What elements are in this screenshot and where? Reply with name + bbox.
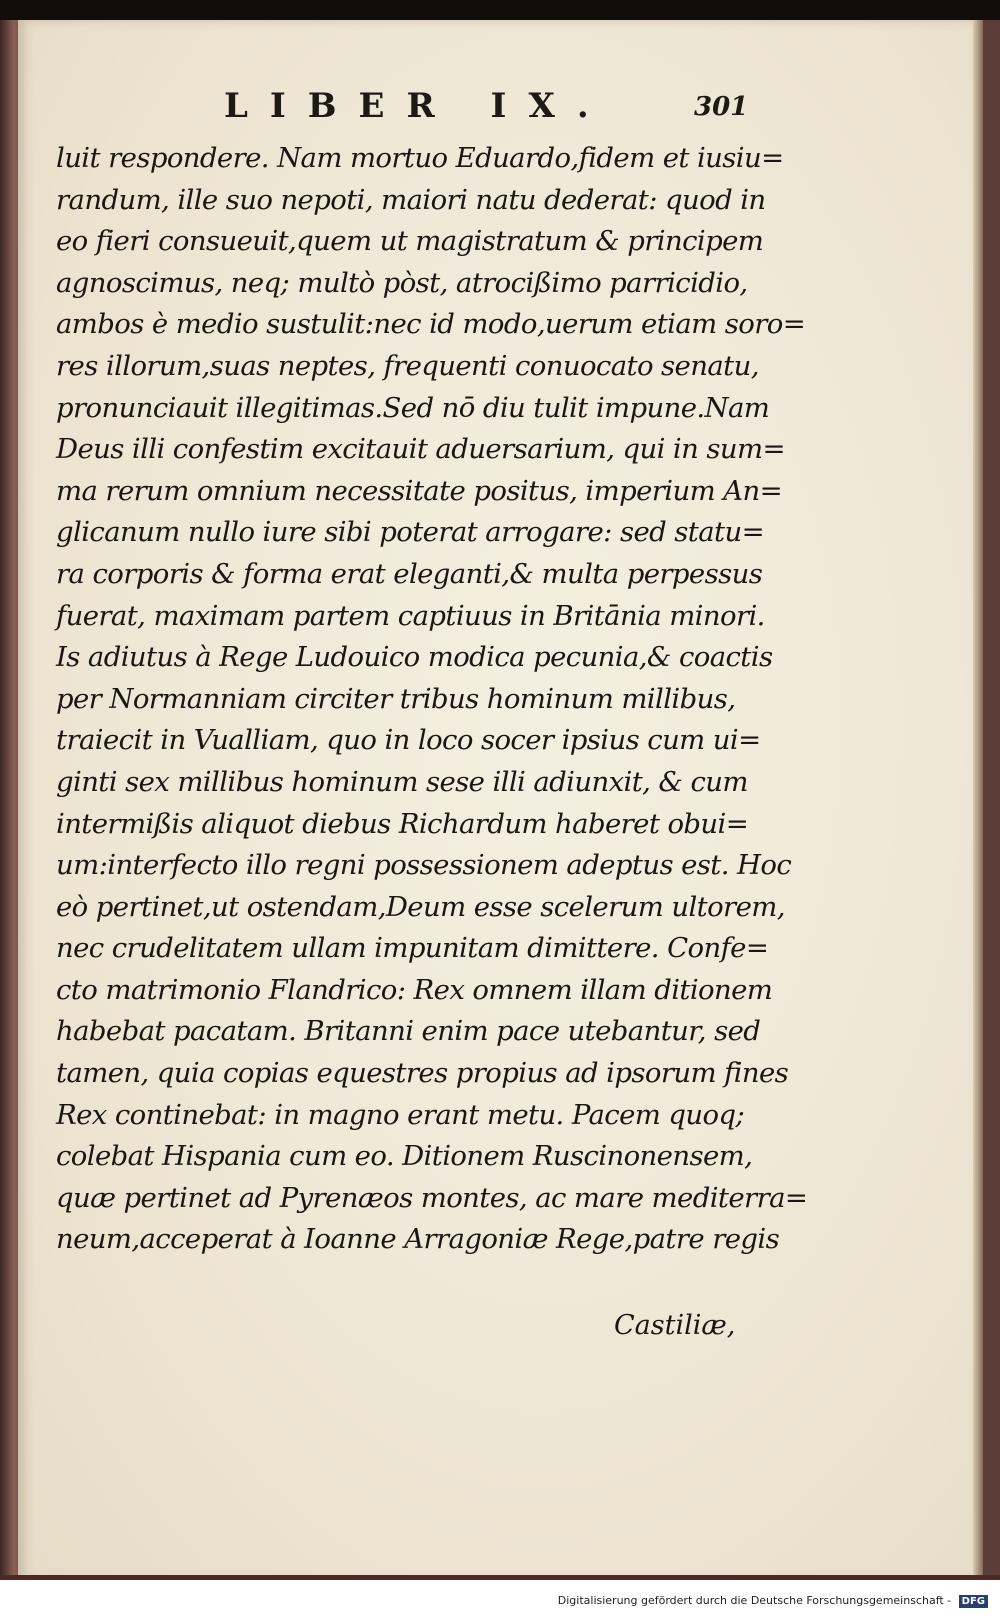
- dfg-logo: DFG: [959, 1595, 988, 1608]
- text-line: per Normanniam circiter tribus hominum millibus,: [56, 682, 736, 715]
- text-line: ambos è medio sustulit:nec id modo,uerum etiam soro=: [56, 308, 806, 341]
- scan-top-border: [0, 0, 1000, 20]
- text-line: eò pertinet,ut ostendam,Deum esse scelerum ultorem,: [56, 890, 785, 923]
- text-line: res illorum,suas neptes, frequenti conuocato senatu,: [56, 349, 759, 382]
- text-line: glicanum nullo iure sibi poterat arrogare: sed statu=: [56, 516, 765, 549]
- text-line: traiecit in Vualliam, quo in loco socer ipsius cum ui=: [56, 724, 761, 757]
- text-line: ra corporis & forma erat eleganti,& multa perpessus: [56, 557, 763, 590]
- text-line: agnoscimus, neq; multò pòst, atrocißimo parricidio,: [56, 266, 748, 299]
- text-line: randum, ille suo nepoti, maiori natu dederat: quod in: [56, 183, 766, 216]
- text-line: cto matrimonio Flandrico: Rex omnem illam ditionem: [56, 973, 773, 1006]
- text-line: eo fieri consueuit,quem ut magistratum & principem: [56, 225, 764, 258]
- text-line: tamen, quia copias equestres propius ad ipsorum fines: [56, 1057, 789, 1090]
- body-text: [56, 138, 808, 1261]
- book-page: [18, 20, 973, 1580]
- page-header: [54, 86, 754, 136]
- page-edge: [973, 20, 983, 1580]
- credit-text: Digitalisierung gefördert durch die Deutsche Forschungsgemeinschaft -: [557, 1594, 952, 1607]
- text-line: pronunciauit illegitimas.Sed nō diu tulit impune.Nam: [56, 391, 770, 424]
- text-line: neum,acceperat à Ioanne Arragoniæ Rege,patre regis: [56, 1223, 780, 1256]
- text-line: ginti sex millibus hominum sese illi adiunxit, & cum: [56, 765, 748, 798]
- digitization-credit: [558, 1594, 988, 1608]
- catchword: Castiliæ,: [614, 1310, 736, 1341]
- text-line: quæ pertinet ad Pyrenæos montes, ac mare mediterra=: [56, 1181, 808, 1214]
- text-line: Rex continebat: in magno erant metu. Pacem quoq;: [56, 1098, 745, 1131]
- text-line: ma rerum omnium necessitate positus, imperium An=: [56, 474, 783, 507]
- text-line: colebat Hispania cum eo. Ditionem Ruscinonensem,: [56, 1140, 753, 1173]
- text-line: fuerat, maximam partem captiuus in Britānia minori.: [56, 599, 765, 632]
- text-line: habebat pacatam. Britanni enim pace utebantur, sed: [56, 1015, 761, 1048]
- folio-number: 301: [694, 92, 749, 122]
- text-line: intermißis aliquot diebus Richardum haberet obui=: [56, 807, 749, 840]
- text-line: luit respondere. Nam mortuo Eduardo,fidem et iusiu=: [56, 142, 784, 174]
- running-head: LIBER IX.: [224, 86, 611, 126]
- text-line: nec crudelitatem ullam impunitam dimittere. Confe=: [56, 932, 769, 965]
- text-line: um:interfecto illo regni possessionem adeptus est. Hoc: [56, 849, 792, 882]
- text-line: Deus illi confestim excitauit aduersarium, qui in sum=: [56, 433, 785, 466]
- text-line: Is adiutus à Rege Ludouico modica pecunia,& coactis: [56, 641, 773, 674]
